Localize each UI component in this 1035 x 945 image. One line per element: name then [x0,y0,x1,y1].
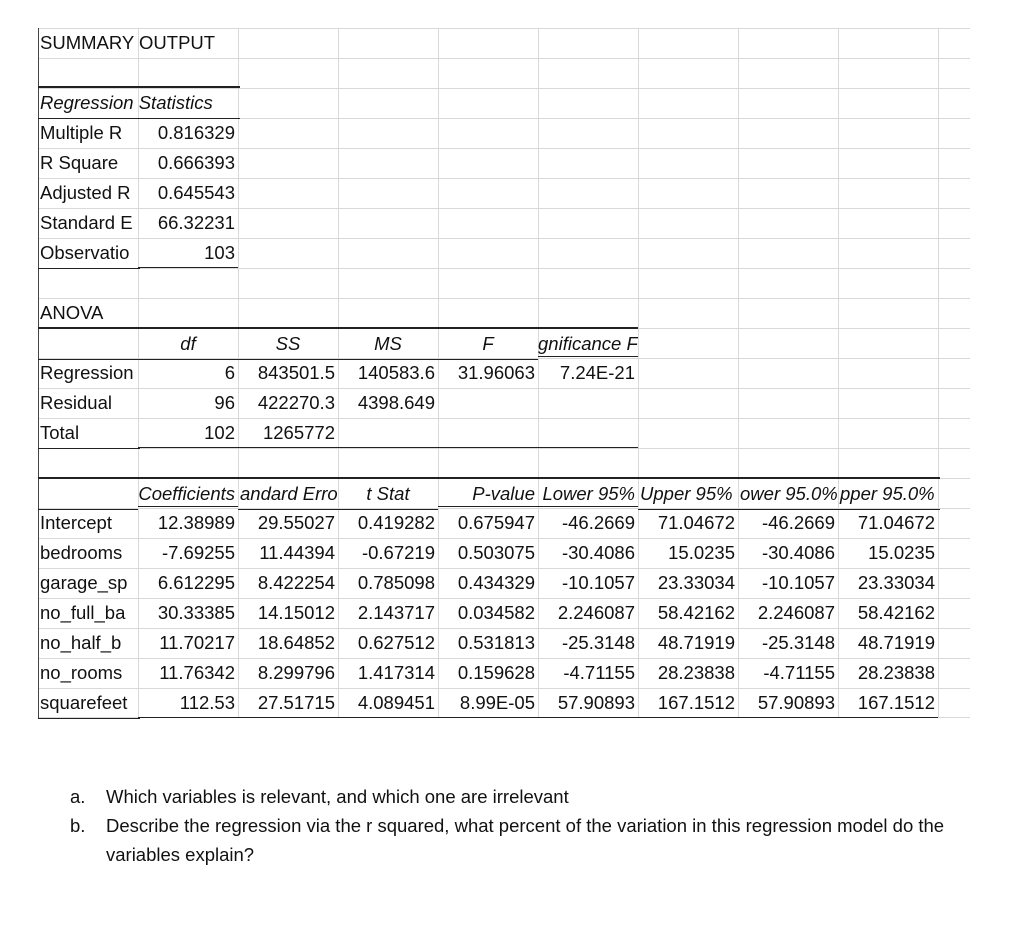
anova-row-label: Total [38,418,140,449]
anova-cell: 843501.5 [257,362,335,383]
coef-cell: 0.627512 [357,632,435,653]
questions [70,782,990,869]
coef-cell: -4.71155 [563,662,635,683]
coef-row-label: Intercept [40,512,112,533]
anova-cell-blank [338,418,438,448]
coef-cell: 23.33034 [657,572,735,593]
anova-cell: 1265772 [238,418,338,448]
coef-cell: -25.3148 [761,632,835,653]
coef-row-label: garage_sp [40,572,128,593]
gridline [38,58,970,59]
coef-cell: 112.53 [138,688,238,718]
coef-cell: -25.3148 [561,632,635,653]
coef-cell: 30.33385 [157,602,235,623]
anova-cell: 4398.649 [357,392,435,413]
stat-value: 103 [138,238,238,268]
coef-cell: -10.1057 [761,572,835,593]
coef-cell: -7.69255 [161,542,235,563]
coef-cell: -30.4086 [761,542,835,563]
coef-cell: -4.71155 [763,662,835,683]
anova-cell-blank [438,418,538,448]
anova-header: F [438,327,538,360]
coef-cell: 0.419282 [357,512,435,533]
anova-cell: 422270.3 [257,392,335,413]
coef-header: Coefficients [138,477,238,507]
coef-cell: 15.0235 [668,542,735,563]
question-a [70,782,990,811]
coef-cell: 0.434329 [457,572,535,593]
anova-cell: 6 [224,362,235,383]
gridline [38,268,970,269]
anova-header: df [138,327,238,360]
stat-label: Adjusted R [40,182,131,203]
coef-cell: 58.42162 [657,602,735,623]
gridline [938,28,939,718]
coef-cell: 57.90893 [538,688,638,718]
coef-cell: 0.159628 [457,662,535,683]
stat-label: Standard E [40,212,133,233]
question-label: a. [70,786,86,807]
coef-cell: 29.55027 [257,512,335,533]
coef-cell: 0.531813 [457,632,535,653]
coef-cell: 167.1512 [838,688,938,718]
coef-cell: 2.246087 [757,602,835,623]
coef-cell: 167.1512 [638,688,738,718]
anova-cell: 96 [214,392,235,413]
coef-cell: 14.15012 [257,602,335,623]
stat-label: R Square [40,152,119,173]
anova-title: ANOVA [40,302,104,323]
anova-header: MS [338,327,438,360]
coef-cell: 27.51715 [238,688,338,718]
stat-value: 0.816329 [157,122,235,143]
summary-title: SUMMARY OUTPUT [40,32,216,53]
coef-cell: 12.38989 [157,512,235,533]
coef-cell: 6.612295 [157,572,235,593]
coef-header: Lower 95% [538,477,638,507]
gridline [38,448,970,449]
anova-header: gnificance F [538,327,638,357]
coef-header-blank [38,477,138,510]
coef-row-label: no_half_b [40,632,122,653]
coef-cell: 11.76342 [159,662,235,683]
coef-header: P-value [438,477,538,507]
question-text: Describe the regression via the r squared, what percent of the variation in this regression model do the variables explain? [106,815,945,865]
anova-row-label: Regression [40,362,134,383]
spreadsheet [38,28,970,718]
coef-cell: 1.417314 [357,662,435,683]
coef-cell: 2.246087 [557,602,635,623]
anova-cell: 102 [138,418,238,448]
question-text: Which variables is relevant, and which one are irrelevant [106,786,569,807]
coef-cell: 11.44394 [259,542,335,563]
question-b [70,811,990,869]
coef-header: andard Erro [238,477,340,510]
coef-cell: -46.2669 [561,512,635,533]
coef-row-label: squarefeet [38,688,140,719]
coef-cell: 0.034582 [457,602,535,623]
coef-cell: 8.99E-05 [438,688,538,718]
coef-cell: -10.1057 [561,572,635,593]
anova-header-blank [38,327,138,360]
stat-label: Multiple R [40,122,123,143]
anova-header: SS [238,327,338,360]
coef-cell: 71.04672 [657,512,735,533]
coef-cell: 0.675947 [457,512,535,533]
anova-cell-blank [538,418,638,448]
coef-cell: 48.71919 [857,632,935,653]
coef-cell: 28.23838 [857,662,935,683]
coef-cell: 8.422254 [257,572,335,593]
coef-cell: 0.785098 [357,572,435,593]
coef-cell: 58.42162 [857,602,935,623]
coef-header: ower 95.0% [738,477,840,510]
coef-cell: 28.23838 [657,662,735,683]
anova-row-label: Residual [40,392,112,413]
coef-row-label: no_full_ba [40,602,126,623]
coef-cell: -30.4086 [561,542,635,563]
coef-cell: 23.33034 [857,572,935,593]
anova-cell: 31.96063 [457,362,535,383]
coef-cell: 2.143717 [357,602,435,623]
coef-cell: -46.2669 [761,512,835,533]
regression-statistics-header: Regression Statistics [38,86,240,119]
stat-value: 0.645543 [157,182,235,203]
stat-label: Observatio [38,238,140,269]
coef-cell: 0.503075 [457,542,535,563]
stat-value: 66.32231 [157,212,235,233]
anova-cell: 140583.6 [357,362,435,383]
anova-cell: 7.24E-21 [559,362,635,383]
coef-cell: -0.67219 [361,542,435,563]
coef-header: t Stat [338,477,438,510]
coef-cell: 15.0235 [868,542,935,563]
coef-cell: 4.089451 [338,688,438,718]
coef-row-label: bedrooms [40,542,123,563]
coef-cell: 8.299796 [257,662,335,683]
coef-header: Upper 95% [638,477,740,510]
question-label: b. [70,815,86,836]
coef-cell: 71.04672 [857,512,935,533]
coef-cell: 11.70217 [159,632,235,653]
coef-row-label: no_rooms [40,662,123,683]
coef-cell: 18.64852 [257,632,335,653]
coef-cell: 57.90893 [738,688,838,718]
stat-value: 0.666393 [157,152,235,173]
gridline [38,298,970,299]
coef-header: pper 95.0% [838,477,940,510]
coef-cell: 48.71919 [657,632,735,653]
